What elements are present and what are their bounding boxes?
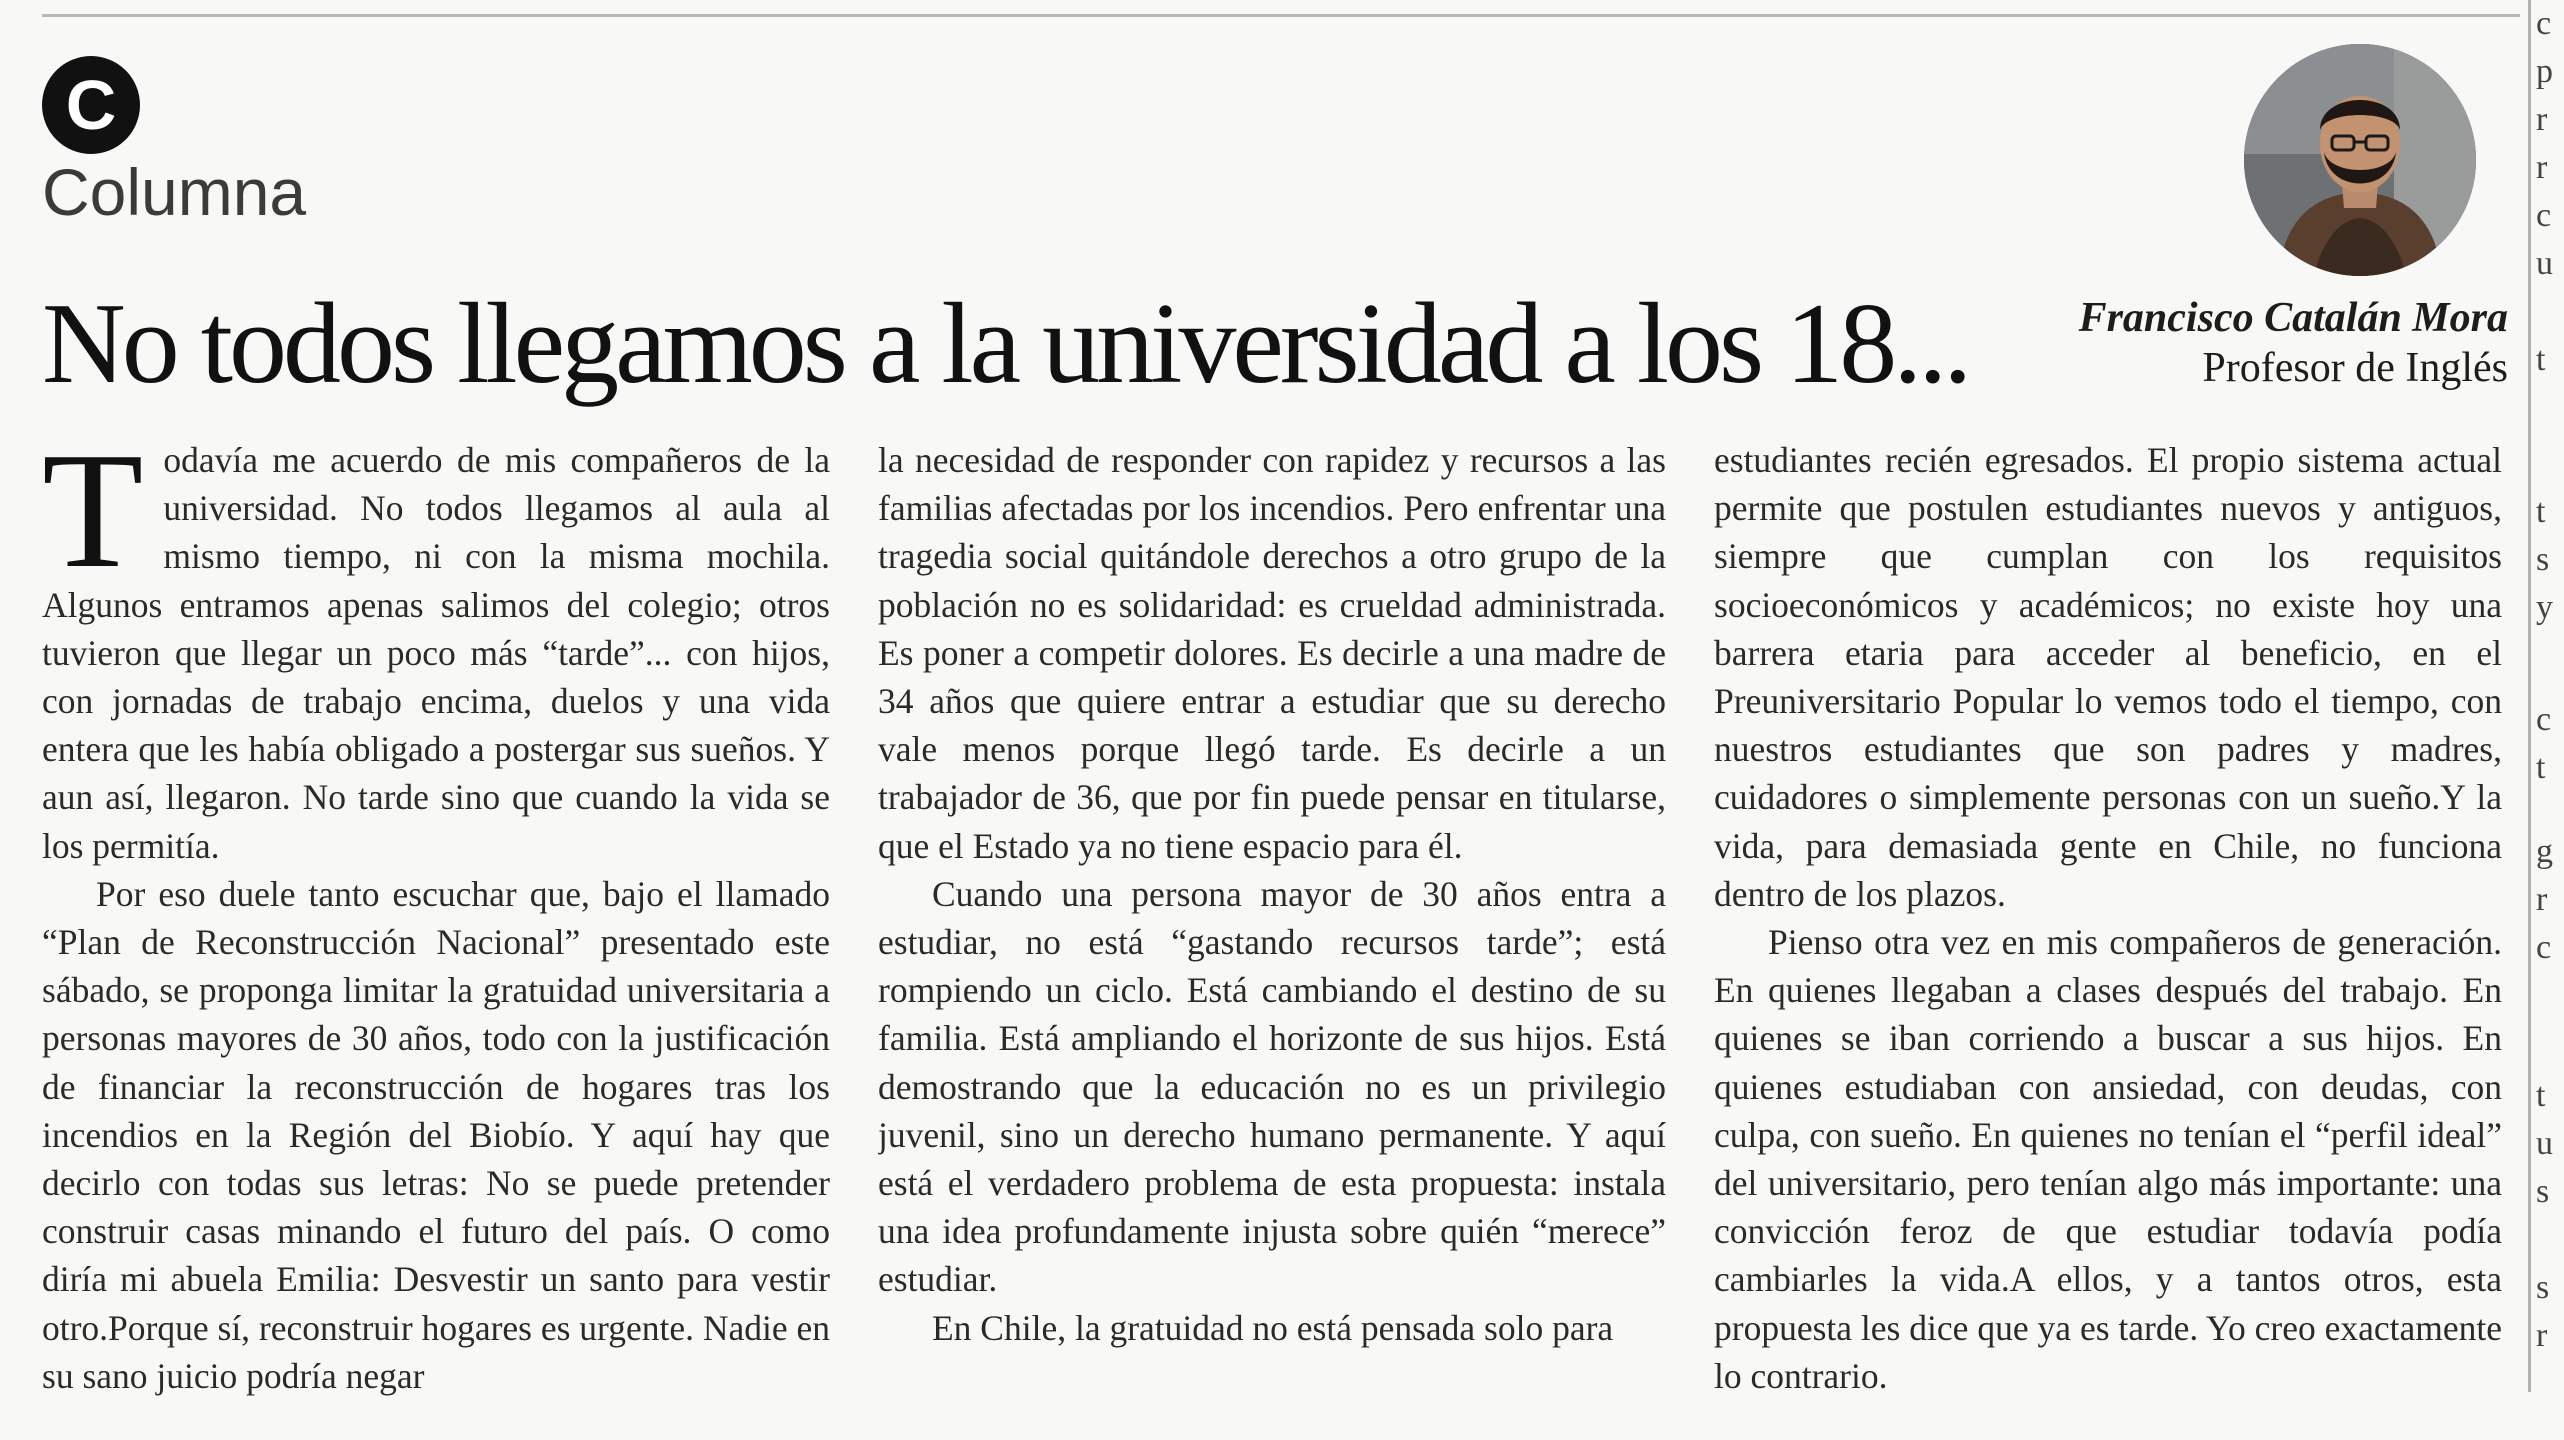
author-role: Profesor de Inglés: [2202, 345, 2508, 391]
edge-fragment: c: [2536, 197, 2552, 234]
edge-fragment: u: [2536, 245, 2553, 282]
edge-fragment: g: [2536, 833, 2553, 870]
paragraph: Pienso otra vez en mis compañeros de generación. En quienes llegaban a clases después del trabajo. En quienes se iban corriendo a buscar a sus hijos. En quienes estudiaban con ansiedad, con deudas, con culpa, con sueño. En quienes no tenían el “perfil ideal” del universitario, pero tenían algo más importante: una convicción feroz de que estudiar todavía podía cambiarles la vida.A ellos, y a tantos otros, esta propuesta les dice que ya es tarde. Yo creo exactamente lo contrario.: [1714, 922, 2502, 1396]
edge-fragment: c: [2536, 701, 2552, 738]
drop-cap: T: [42, 436, 144, 602]
paragraph: En Chile, la gratuidad no está pensada solo para: [932, 1307, 1614, 1348]
article-column-3: [1714, 436, 2502, 1396]
adjacent-column-edge: [2536, 0, 2564, 1392]
article-body: [42, 436, 2502, 1396]
edge-fragment: s: [2536, 1269, 2550, 1306]
edge-fragment: r: [2536, 149, 2548, 186]
paragraph: Cuando una persona mayor de 30 años entra a estudiar, no está “gastando recursos tarde”; está rompiendo un ciclo. Está cambiando el destino de su familia. Está ampliando el horizonte de sus hijos. Está demostrando que la educación no es un privilegio juvenil, sino un derecho humano permanente. Y aquí está el verdadero problema de esta propuesta: instala una idea profundamente injusta sobre quién “merece” estudiar.: [878, 873, 1666, 1300]
edge-fragment: c: [2536, 5, 2552, 42]
edge-fragment: t: [2536, 749, 2546, 786]
section-label: Columna: [42, 155, 307, 229]
edge-fragment: c: [2536, 929, 2552, 966]
edge-fragment: r: [2536, 1317, 2548, 1354]
article-column-1: [42, 436, 830, 1396]
paragraph: Por eso duele tanto escuchar que, bajo el llamado “Plan de Reconstrucción Nacional” presentado este sábado, se proponga limitar la gratuidad universitaria a personas mayores de 30 años, todo con la justificación de financiar la reconstrucción de hogares tras los incendios en la Región del Biobío. Y aquí hay que decirlo con todas sus letras: No se puede pretender construir casas minando el futuro del país. O como diría mi abuela Emilia: Desvestir un santo para vestir otro.Porque sí, reconstruir hogares es urgente. Nadie en su sano juicio podría negar: [42, 873, 830, 1396]
edge-fragment: s: [2536, 541, 2550, 578]
author-photo: [2244, 44, 2476, 276]
author-name: Francisco Catalán Mora: [2078, 295, 2508, 341]
author-portrait-illustration: [2244, 44, 2476, 276]
headline: No todos llegamos a la universidad a los 18...: [42, 280, 1969, 408]
paragraph: estudiantes recién egresados. El propio sistema actual permite que postulen estudiantes nuevos y antiguos, siempre que cumplan con los requisitos socioeconómicos y académicos; no existe hoy una barrera etaria para acceder al beneficio, en el Preuniversitario Popular lo vemos todo el tiempo, con nuestros estudiantes que son padres y madres, cuidadores o simplemente personas con un sueño.Y la vida, para demasiada gente en Chile, no funciona dentro de los plazos.: [1714, 440, 2502, 914]
edge-fragment: y: [2536, 589, 2553, 626]
paragraph: la necesidad de responder con rapidez y recursos a las familias afectadas por los incendios. Pero enfrentar una tragedia social quitándole derechos a otro grupo de la población no es solidaridad: es crueldad administrada. Es poner a competir dolores. Es decirle a una madre de 34 años que quiere entrar a estudiar que su derecho vale menos porque llegó tarde. Es decirle a un trabajador de 36, que por fin puede pensar en titularse, que el Estado ya no tiene espacio para él.: [878, 440, 1666, 866]
paragraph-text: odavía me acuerdo de mis compañeros de la universidad. No todos llegamos al aula al mismo tiempo, ni con la misma mochila. Algunos entramos apenas salimos del colegio; otros tuvieron que llegar un poco más “tarde”... con hijos, con jornadas de trabajo encima, duelos y una vida entera que les había obligado a postergar sus sueños. Y aun así, llegaron. No tarde sino que cuando la vida se los permitía.: [42, 440, 830, 866]
edge-fragment: t: [2536, 1077, 2546, 1114]
top-rule: [42, 14, 2520, 17]
edge-fragment: r: [2536, 101, 2548, 138]
edge-fragment: r: [2536, 881, 2548, 918]
edge-fragment: t: [2536, 493, 2546, 530]
column-divider-rule: [2528, 0, 2531, 1392]
paragraph: [42, 436, 830, 870]
edge-fragment: s: [2536, 1173, 2550, 1210]
edge-fragment: t: [2536, 341, 2546, 378]
edge-fragment: u: [2536, 1125, 2553, 1162]
article-column-2: [878, 436, 1666, 1396]
edge-fragment: p: [2536, 53, 2553, 90]
section-badge-icon: C: [42, 56, 140, 154]
